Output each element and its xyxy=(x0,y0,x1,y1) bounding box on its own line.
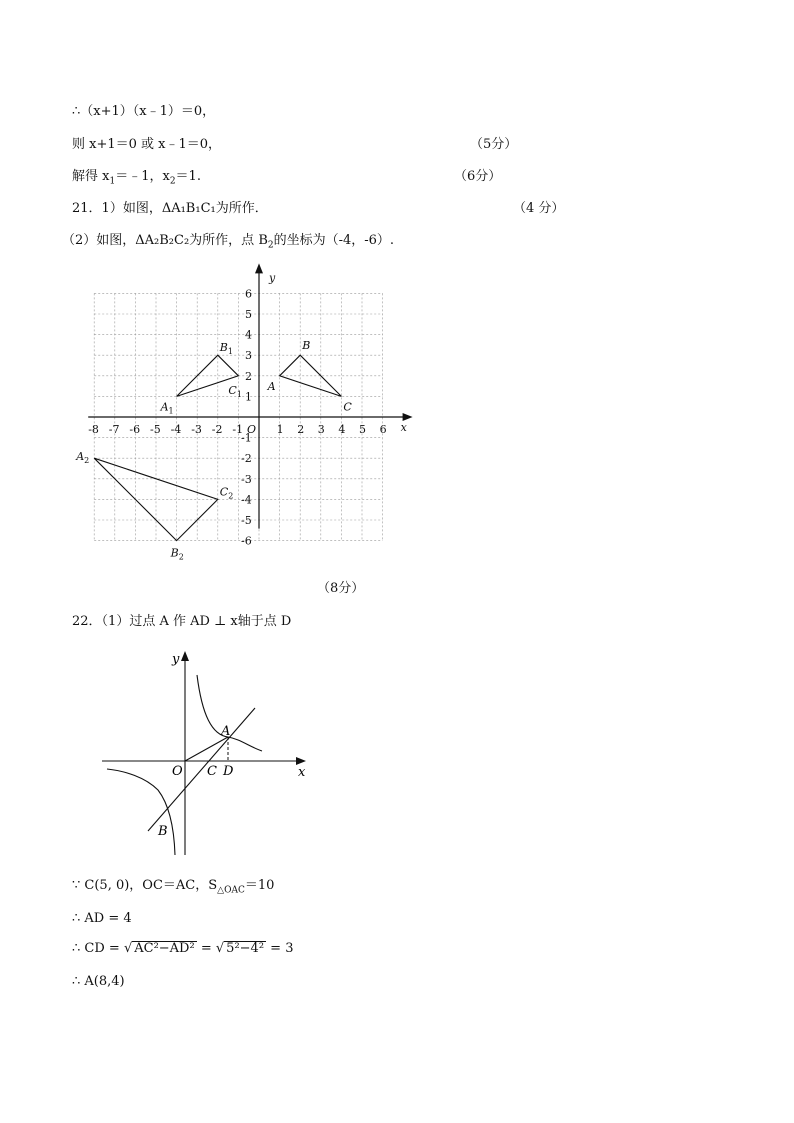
label-B: B xyxy=(302,339,311,353)
label-A2: $A_2$ xyxy=(76,450,90,466)
q21-part2-prefix: （2）如图，ΔA₂B₂C₂为所作，点 B xyxy=(62,233,268,248)
label-B1: $B_1$ xyxy=(219,341,233,357)
roots-end: ＝1. xyxy=(175,169,201,184)
y-tick-label: -5 xyxy=(241,514,252,527)
origin-label: O xyxy=(247,423,257,436)
x-tick-label: 5 xyxy=(359,423,366,436)
x-tick-label: -5 xyxy=(150,423,161,436)
score-8: （8分） xyxy=(317,581,365,596)
y-tick-label: -6 xyxy=(241,534,252,548)
x-tick-label: -4 xyxy=(170,423,182,436)
label-A1: $A_1$ xyxy=(160,400,174,416)
q21-part2 xyxy=(62,233,394,254)
label-x: x xyxy=(298,765,306,780)
score-4: （4 分） xyxy=(513,201,565,216)
score-6: （6分） xyxy=(454,169,502,184)
q21-part1: 21．1）如图，ΔA₁B₁C₁为所作． xyxy=(72,201,268,216)
segment-oa xyxy=(185,737,228,761)
solution-line-cases: 则 x+1＝0 或 x﹣1＝0， xyxy=(72,137,222,152)
y-axis-arrow xyxy=(255,263,263,273)
label-c: C xyxy=(207,764,217,779)
sub-2b: 2 xyxy=(267,240,274,251)
label-C2: $C_2$ xyxy=(219,485,234,501)
x-tick-label: 4 xyxy=(338,423,346,436)
figure-coordinate-grid xyxy=(0,262,794,572)
x-tick-label: 6 xyxy=(379,423,387,436)
label-y: y xyxy=(172,652,180,667)
x-tick-label: -6 xyxy=(129,423,141,436)
tick-labels xyxy=(88,271,407,547)
y-tick-label: -1 xyxy=(241,431,252,445)
y-tick-label: -3 xyxy=(241,472,252,486)
line-ab xyxy=(148,708,255,831)
y-tick-label: 1 xyxy=(245,390,252,404)
cd-eq: = xyxy=(200,941,212,956)
x-axis-label: x xyxy=(400,421,407,434)
given-end: ＝10 xyxy=(244,878,275,893)
x-tick-label: 3 xyxy=(317,423,325,436)
root-1: AC²−AD² xyxy=(134,941,195,956)
q22-part1: 22．（1）过点 A 作 AD ⊥ x轴于点 D xyxy=(72,614,292,629)
y-tick-label: 2 xyxy=(245,369,252,383)
point-a-line: ∴ A(8,4) xyxy=(72,974,125,989)
sub-2: 2 xyxy=(169,176,176,187)
roots-prefix: 解得 x xyxy=(72,169,110,184)
score-5: （5分） xyxy=(470,137,518,152)
point-labels xyxy=(75,339,352,561)
x-tick-label: -7 xyxy=(108,423,120,436)
roots-mid: ＝﹣1，x xyxy=(115,169,170,184)
y-tick-label: 4 xyxy=(245,328,252,342)
given-line xyxy=(72,878,274,899)
y-tick-label: 6 xyxy=(245,287,252,301)
sub-oac: △OAC xyxy=(217,885,245,896)
q21-part2-end: 的坐标为（-4，-6）. xyxy=(273,233,395,248)
label-B2: $B_2$ xyxy=(170,546,184,562)
root-2: 5²−4² xyxy=(226,941,265,956)
hyperbola-branch-upper xyxy=(197,675,262,751)
cd-end: = 3 xyxy=(270,941,294,956)
sub-1: 1 xyxy=(109,176,116,187)
y-axis-label: y xyxy=(269,271,276,285)
x-tick-label: 2 xyxy=(297,423,305,436)
cd-line: ∴ CD = √ AC²−AD² = √ 5²−4² = 3 xyxy=(72,941,294,956)
triangles xyxy=(94,355,341,540)
figure-hyperbola xyxy=(90,645,350,865)
label-o: O xyxy=(172,764,183,779)
x-tick-label: -8 xyxy=(88,423,99,436)
label-b: B xyxy=(158,824,168,839)
y-tick-label: 3 xyxy=(245,349,252,363)
solution-line-factor: ∴（x+1）（x﹣1）＝0， xyxy=(72,104,216,119)
label-a: A xyxy=(221,724,231,739)
x-axis-arrow xyxy=(403,413,413,421)
y-tick-label: -2 xyxy=(241,452,252,466)
x-tick-label: -1 xyxy=(232,423,244,436)
label-C: C xyxy=(343,400,352,414)
given-prefix: ∵ C(5, 0)，OC＝AC，S xyxy=(72,878,218,893)
x-tick-label: 1 xyxy=(276,423,284,436)
label-A: A xyxy=(267,379,276,393)
x-arrow xyxy=(296,757,306,765)
label-d: D xyxy=(223,764,234,779)
x-tick-label: -2 xyxy=(211,423,223,436)
label-C1: $C_1$ xyxy=(228,383,242,399)
cd-prefix: ∴ CD = xyxy=(72,941,120,956)
y-tick-label: -4 xyxy=(241,493,252,507)
ad-line: ∴ AD = 4 xyxy=(72,911,132,926)
x-tick-label: -3 xyxy=(191,423,202,436)
solution-line-roots xyxy=(72,169,201,190)
y-arrow xyxy=(181,651,189,661)
y-tick-label: 5 xyxy=(245,308,252,321)
